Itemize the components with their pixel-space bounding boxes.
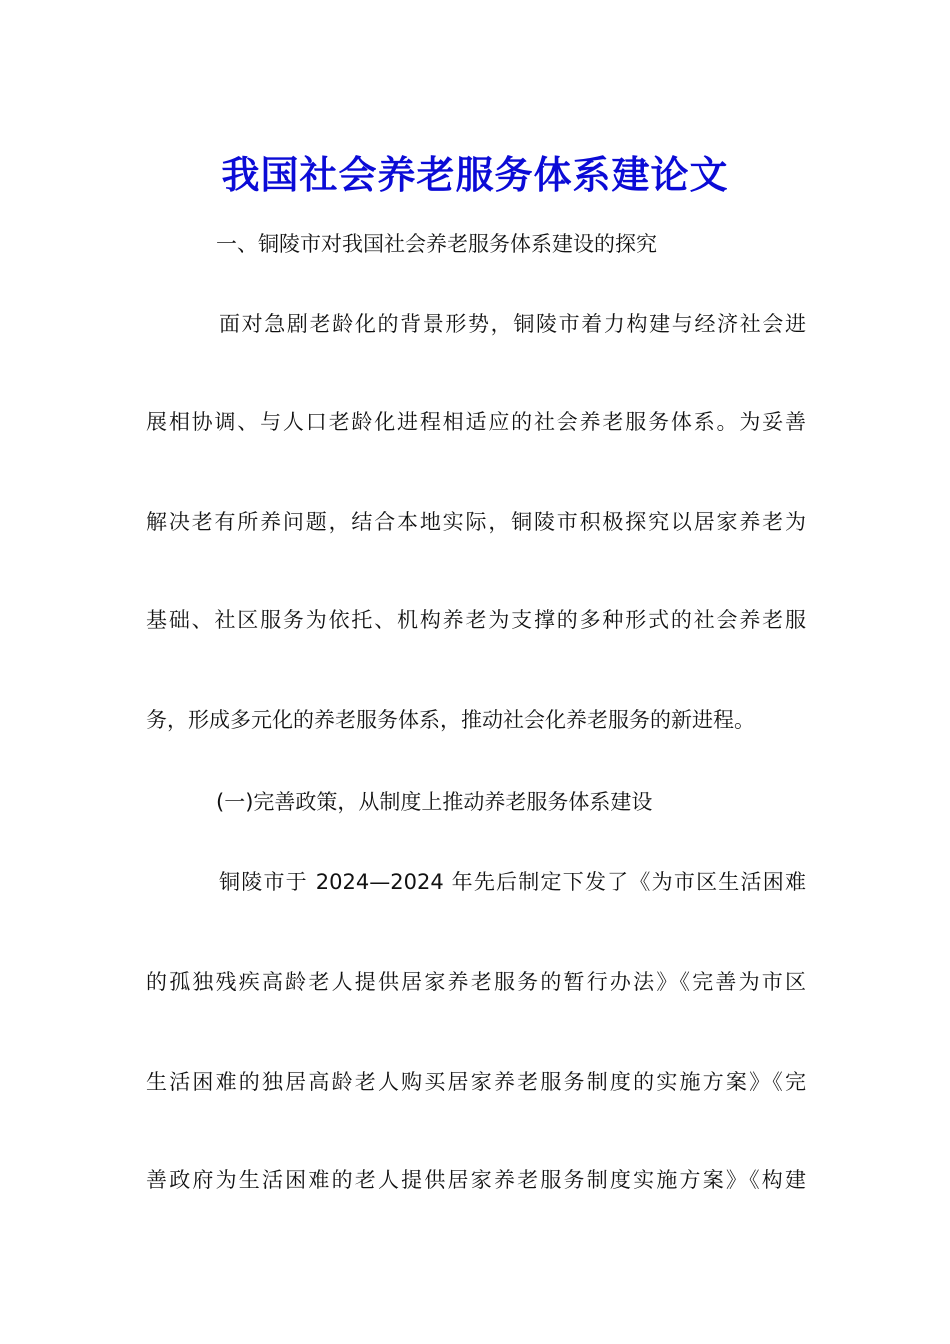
paragraph-line: 展相协调、与人口老龄化进程相适应的社会养老服务体系。为妥善 xyxy=(146,410,806,434)
document-title: 我国社会养老服务体系建论文 xyxy=(221,152,729,198)
paragraph-line: 铜陵市于 2024—2024 年先后制定下发了《为市区生活困难 xyxy=(219,870,806,894)
paragraph-line: 务，形成多元化的养老服务体系，推动社会化养老服务的新进程。 xyxy=(146,708,755,732)
subsection-heading: (一)完善政策，从制度上推动养老服务体系建设 xyxy=(216,790,653,814)
paragraph-line: 面对急剧老龄化的背景形势，铜陵市着力构建与经济社会进 xyxy=(219,312,806,336)
paragraph-line: 生活困难的独居高龄老人购买居家养老服务制度的实施方案》《完 xyxy=(146,1070,806,1094)
paragraph-line: 善政府为生活困难的老人提供居家养老服务制度实施方案》《构建 xyxy=(146,1168,806,1192)
paragraph-line: 基础、社区服务为依托、机构养老为支撑的多种形式的社会养老服 xyxy=(146,608,806,632)
paragraph-line: 的孤独残疾高龄老人提供居家养老服务的暂行办法》《完善为市区 xyxy=(146,970,806,994)
paragraph-line: 解决老有所养问题，结合本地实际，铜陵市积极探究以居家养老为 xyxy=(146,510,806,534)
section-heading: 一、铜陵市对我国社会养老服务体系建设的探究 xyxy=(216,232,657,256)
